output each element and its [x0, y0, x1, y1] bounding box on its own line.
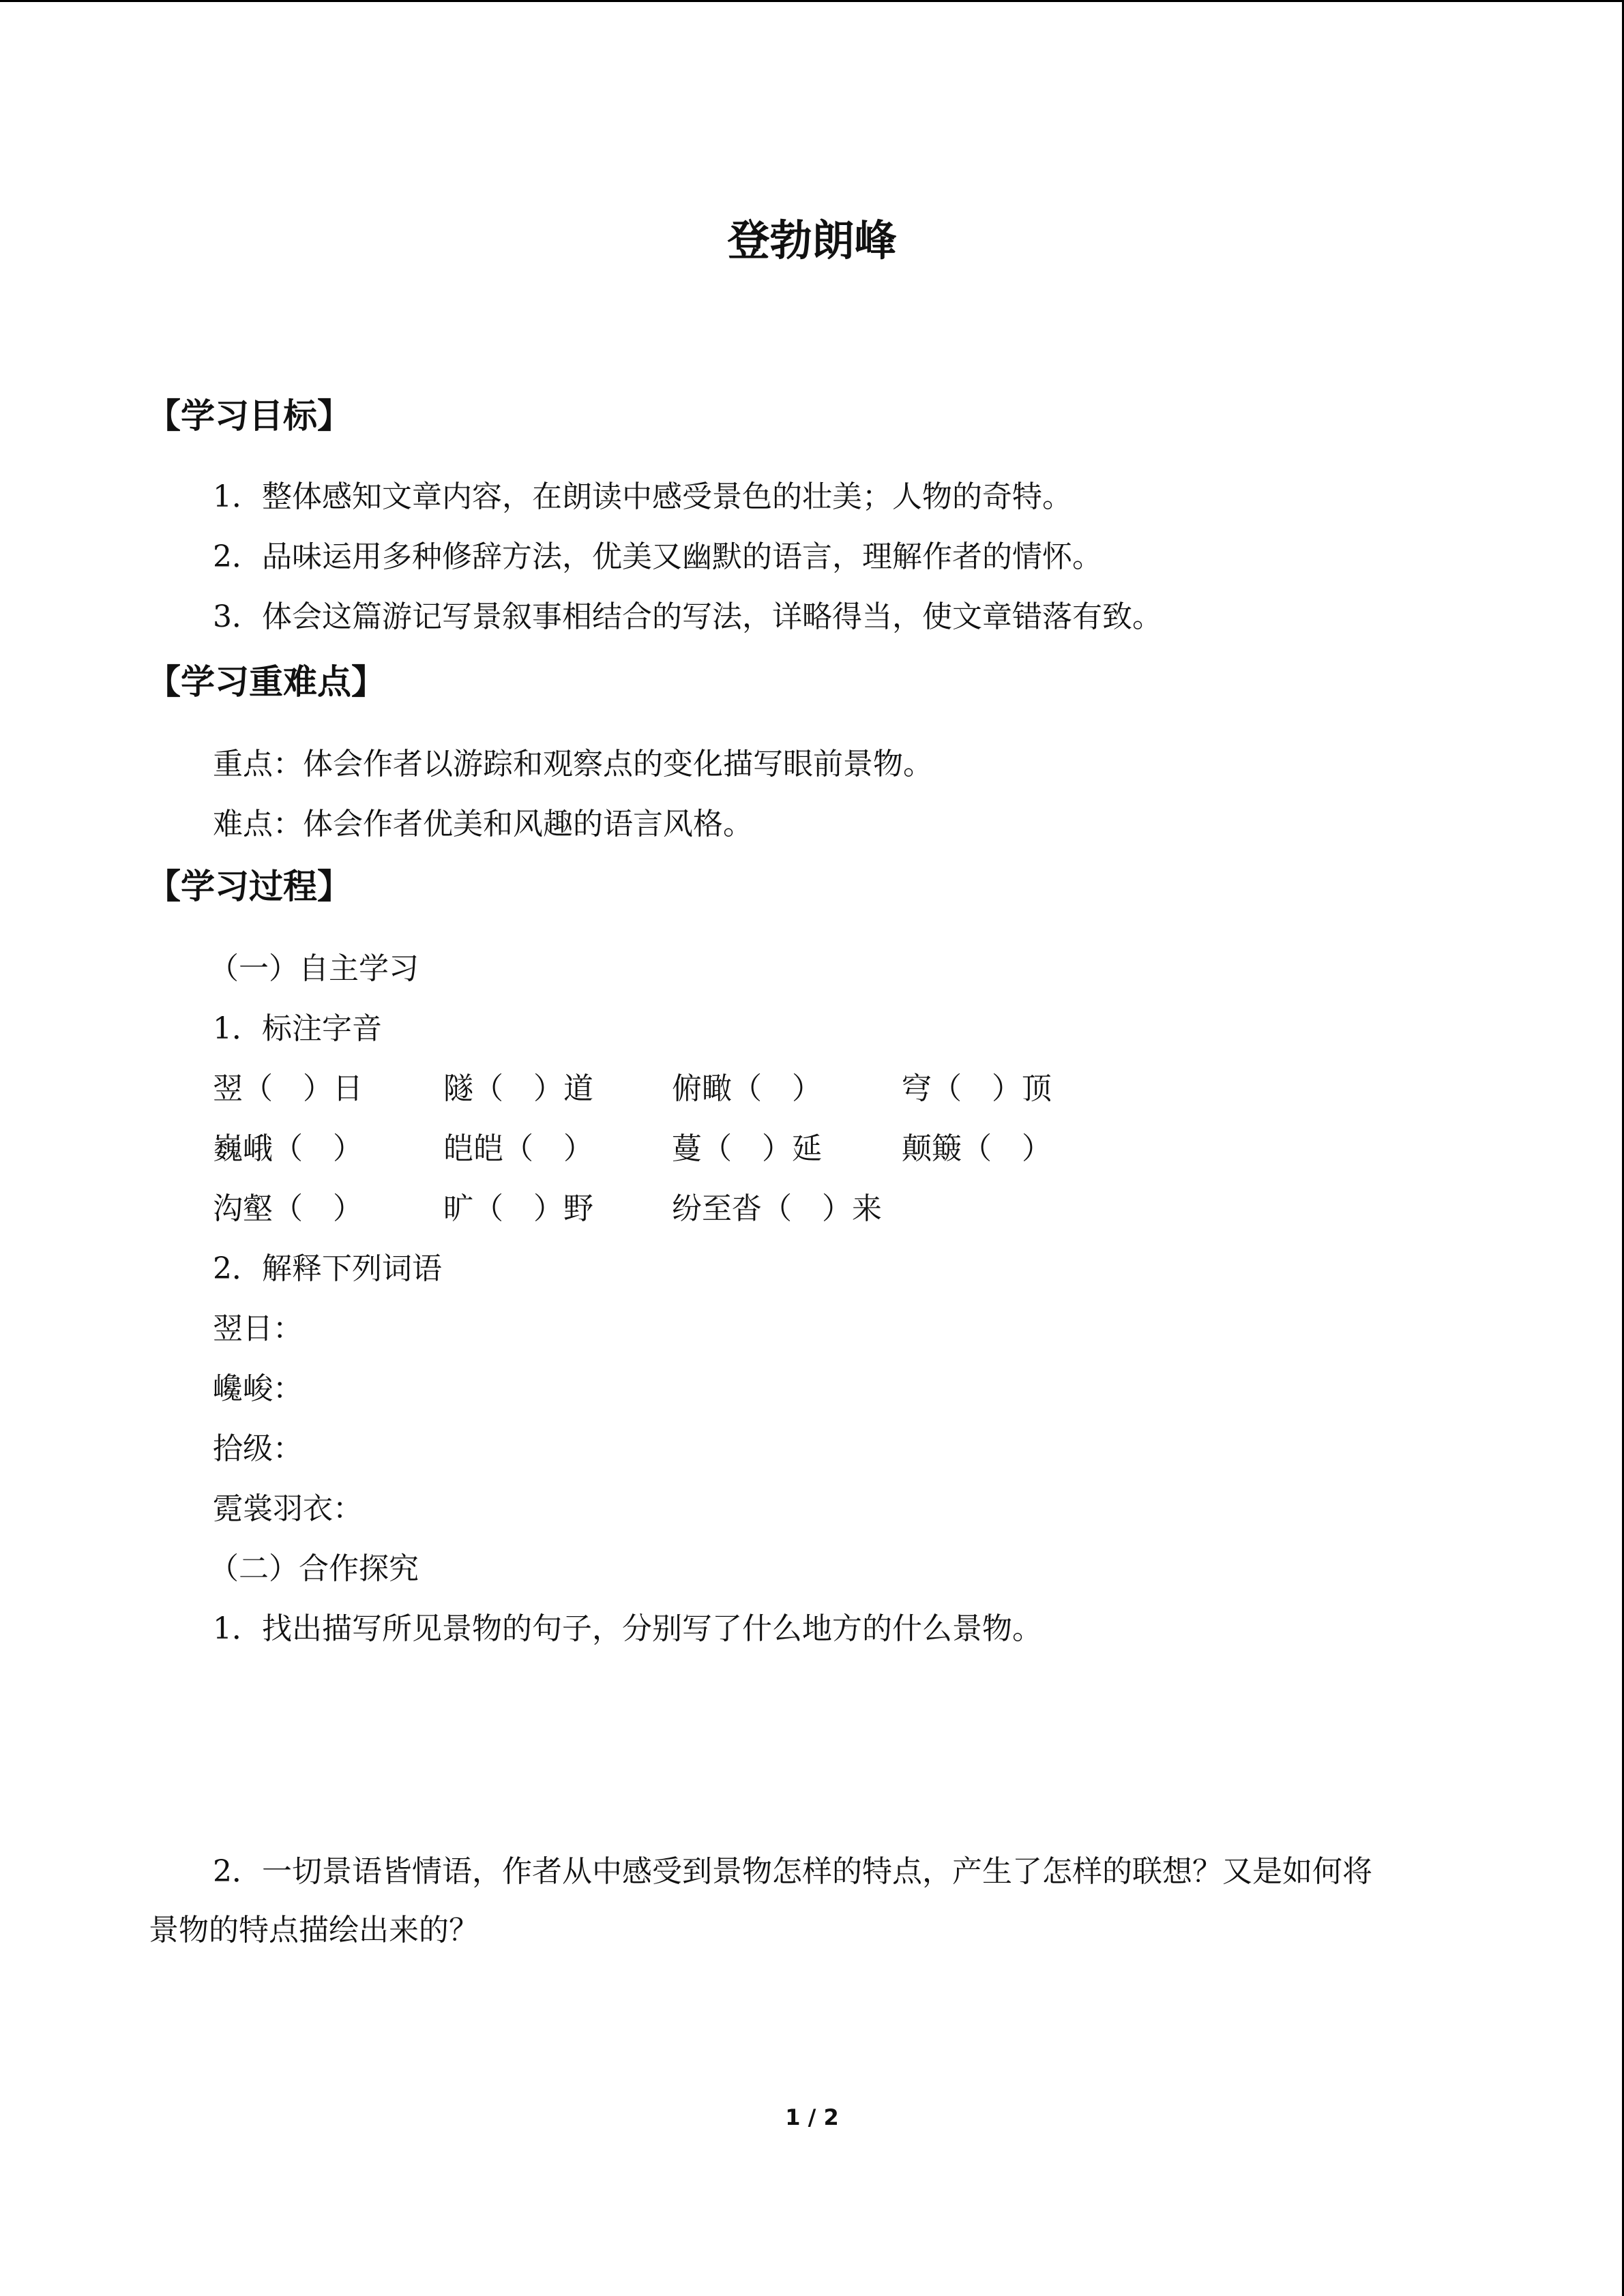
pinyin-item: 沟壑（ ） [213, 1191, 363, 1226]
pinyin-item: 旷（ ）野 [443, 1191, 593, 1226]
pinyin-item: 颠簸（ ） [902, 1131, 1052, 1166]
part-title-self-study: （一）自主学习 [209, 951, 419, 986]
vocabulary-term: 霓裳羽衣： [213, 1491, 363, 1526]
keypoint-difficulty: 难点：体会作者优美和风趣的语言风格。 [213, 807, 753, 841]
pinyin-item: 皑皑（ ） [443, 1131, 593, 1166]
cooperation-question-1: 1．找出描写所见景物的句子，分别写了什么地方的什么景物。 [213, 1611, 1042, 1646]
part-title-cooperation: （二）合作探究 [209, 1551, 419, 1586]
pinyin-item: 蔓（ ）延 [672, 1131, 822, 1166]
section-heading-process: 【学习过程】 [147, 867, 351, 906]
pinyin-item: 隧（ ）道 [443, 1071, 593, 1106]
cooperation-question-2-line-1: 2．一切景语皆情语，作者从中感受到景物怎样的特点，产生了怎样的联想？又是如何将 [213, 1854, 1372, 1889]
pinyin-item: 穹（ ）顶 [902, 1071, 1052, 1106]
page-number: 1 / 2 [785, 2104, 839, 2130]
keypoint-focus: 重点：体会作者以游踪和观察点的变化描写眼前景物。 [213, 747, 933, 781]
pinyin-item: 翌（ ）日 [213, 1071, 363, 1106]
section-heading-objectives: 【学习目标】 [147, 396, 351, 436]
section-heading-keypoints: 【学习重难点】 [147, 662, 385, 702]
pinyin-item: 巍峨（ ） [213, 1131, 363, 1166]
pinyin-item: 俯瞰（ ） [672, 1071, 822, 1106]
question-title-vocabulary: 2．解释下列词语 [213, 1251, 442, 1286]
vocabulary-term: 拾级： [213, 1431, 303, 1466]
page-title: 登勃朗峰 [727, 215, 897, 265]
vocabulary-term: 翌日： [213, 1311, 303, 1346]
vocabulary-term: 巉峻： [213, 1371, 303, 1406]
objective-item-3: 3．体会这篇游记写景叙事相结合的写法，详略得当，使文章错落有致。 [213, 599, 1162, 634]
objective-item-2: 2．品味运用多种修辞方法，优美又幽默的语言，理解作者的情怀。 [213, 539, 1102, 574]
objective-item-1: 1．整体感知文章内容，在朗读中感受景色的壮美；人物的奇特。 [213, 479, 1072, 514]
cooperation-question-2-line-2: 景物的特点描绘出来的？ [149, 1913, 479, 1948]
pinyin-item: 纷至沓（ ）来 [672, 1191, 882, 1226]
question-title-pinyin: 1．标注字音 [213, 1011, 382, 1046]
